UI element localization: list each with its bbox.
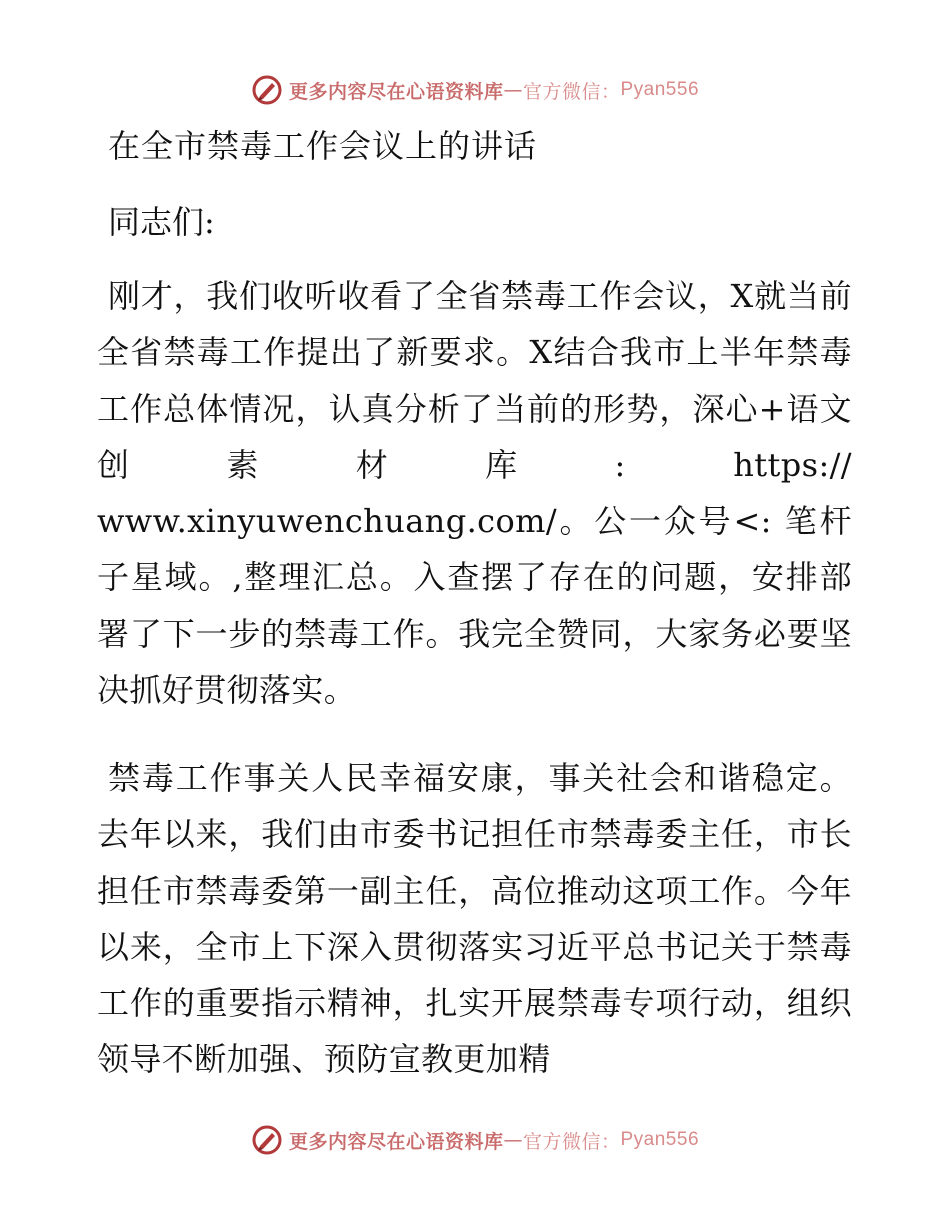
watermark-label: 官方微信： (522, 80, 621, 103)
red-seal-pen-icon (251, 74, 283, 106)
watermark-label: 官方微信： (522, 1130, 621, 1153)
document-title: 在全市禁毒工作会议上的讲话 (108, 127, 538, 165)
body-paragraph-1: 刚才，我们收听收看了全省禁毒工作会议，X就当前全省禁毒工作提出了新要求。X结合我市上半年禁毒工作总体情况，认真分析了当前的形势，深心+语文创素材库: https:// www.xinyuwenchuang.com/。公一众号<: 笔杆子星域。,整理汇总。入查摆了存在的问题，安排部署了下一步的禁毒工作。我完全赞同，大家务必要坚决抓好贯彻落实。 (97, 277, 852, 710)
watermark-dash: — (503, 79, 523, 101)
red-seal-pen-icon (251, 1124, 283, 1156)
watermark-wechat-id: Pyan556 (620, 1129, 700, 1150)
header-watermark (0, 70, 950, 110)
salutation: 同志们: (108, 203, 215, 241)
watermark-text: 更多内容尽在心语资料库 (288, 1130, 504, 1153)
watermark-dash: — (503, 1129, 523, 1151)
watermark-text: 更多内容尽在心语资料库 (288, 80, 504, 103)
watermark-wechat-id: Pyan556 (620, 79, 700, 100)
footer-watermark (0, 1120, 950, 1160)
body-paragraph-2: 禁毒工作事关人民幸福安康，事关社会和谐稳定。去年以来，我们由市委书记担任市禁毒委主任，市长担任市禁毒委第一副主任，高位推动这项工作。今年以来，全市上下深入贯彻落实习近平总书记关于禁毒工作的重要指示精神，扎实开展禁毒专项行动，组织领导不断加强、预防宣教更加精 (97, 759, 852, 1079)
